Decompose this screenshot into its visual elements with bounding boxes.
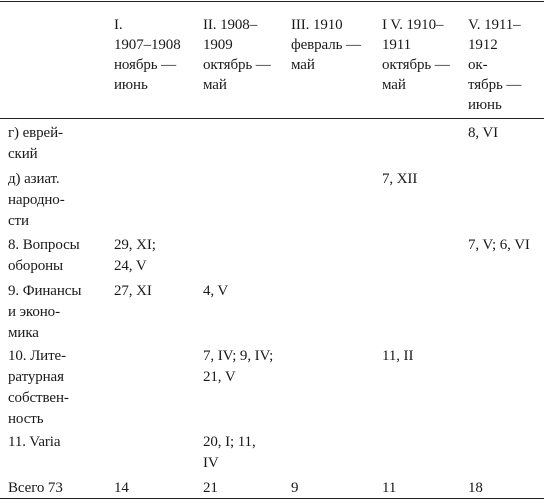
table-cell: 7, IV; 9, IV; 21, V [203,348,274,385]
total-cell: 11 [382,480,397,496]
table-cell: 8, VI [468,125,499,141]
table-cell: 29, XI; 24, V [114,237,156,274]
table-header-rule [0,118,544,119]
total-cell: 18 [468,480,483,496]
column-header-period-2: II. 1908– 1909 октябрь — май [203,17,271,93]
row-label-varia: 11. Varia [8,434,61,450]
row-label-asian-peoples: д) азиат. народно- сти [8,171,65,229]
table-cell: 4, V [203,283,229,299]
row-label-finance: 9. Финансы и эконо- мика [8,283,82,341]
total-cell: 14 [114,480,129,496]
row-label-jewish: г) еврей- ский [8,125,63,162]
column-header-period-1: I. 1907–1908 ноябрь — июнь [114,17,181,93]
row-label-literary-property: 10. Лите- ратурная собствен- ность [8,348,69,427]
row-label-defense: 8. Вопросы обороны [8,237,80,274]
column-header-period-3: III. 1910 февраль — май [291,17,361,73]
row-label-total: Всего 73 [8,480,63,496]
table-cell: 7, XII [382,171,418,187]
table-cell: 11, II [382,348,414,364]
table-bottom-rule [0,498,544,499]
column-header-period-4: I V. 1910– 1911 октябрь — май [382,17,450,93]
table-cell: 7, V; 6, VI [468,237,530,253]
total-cell: 9 [291,480,299,496]
table-cell: 27, XI [114,283,152,299]
table-cell: 20, I; 11, IV [203,434,256,471]
total-cell: 21 [203,480,218,496]
column-header-period-5: V. 1911– 1912 ок- тябрь — июнь [468,17,522,113]
table-top-rule [0,1,544,2]
